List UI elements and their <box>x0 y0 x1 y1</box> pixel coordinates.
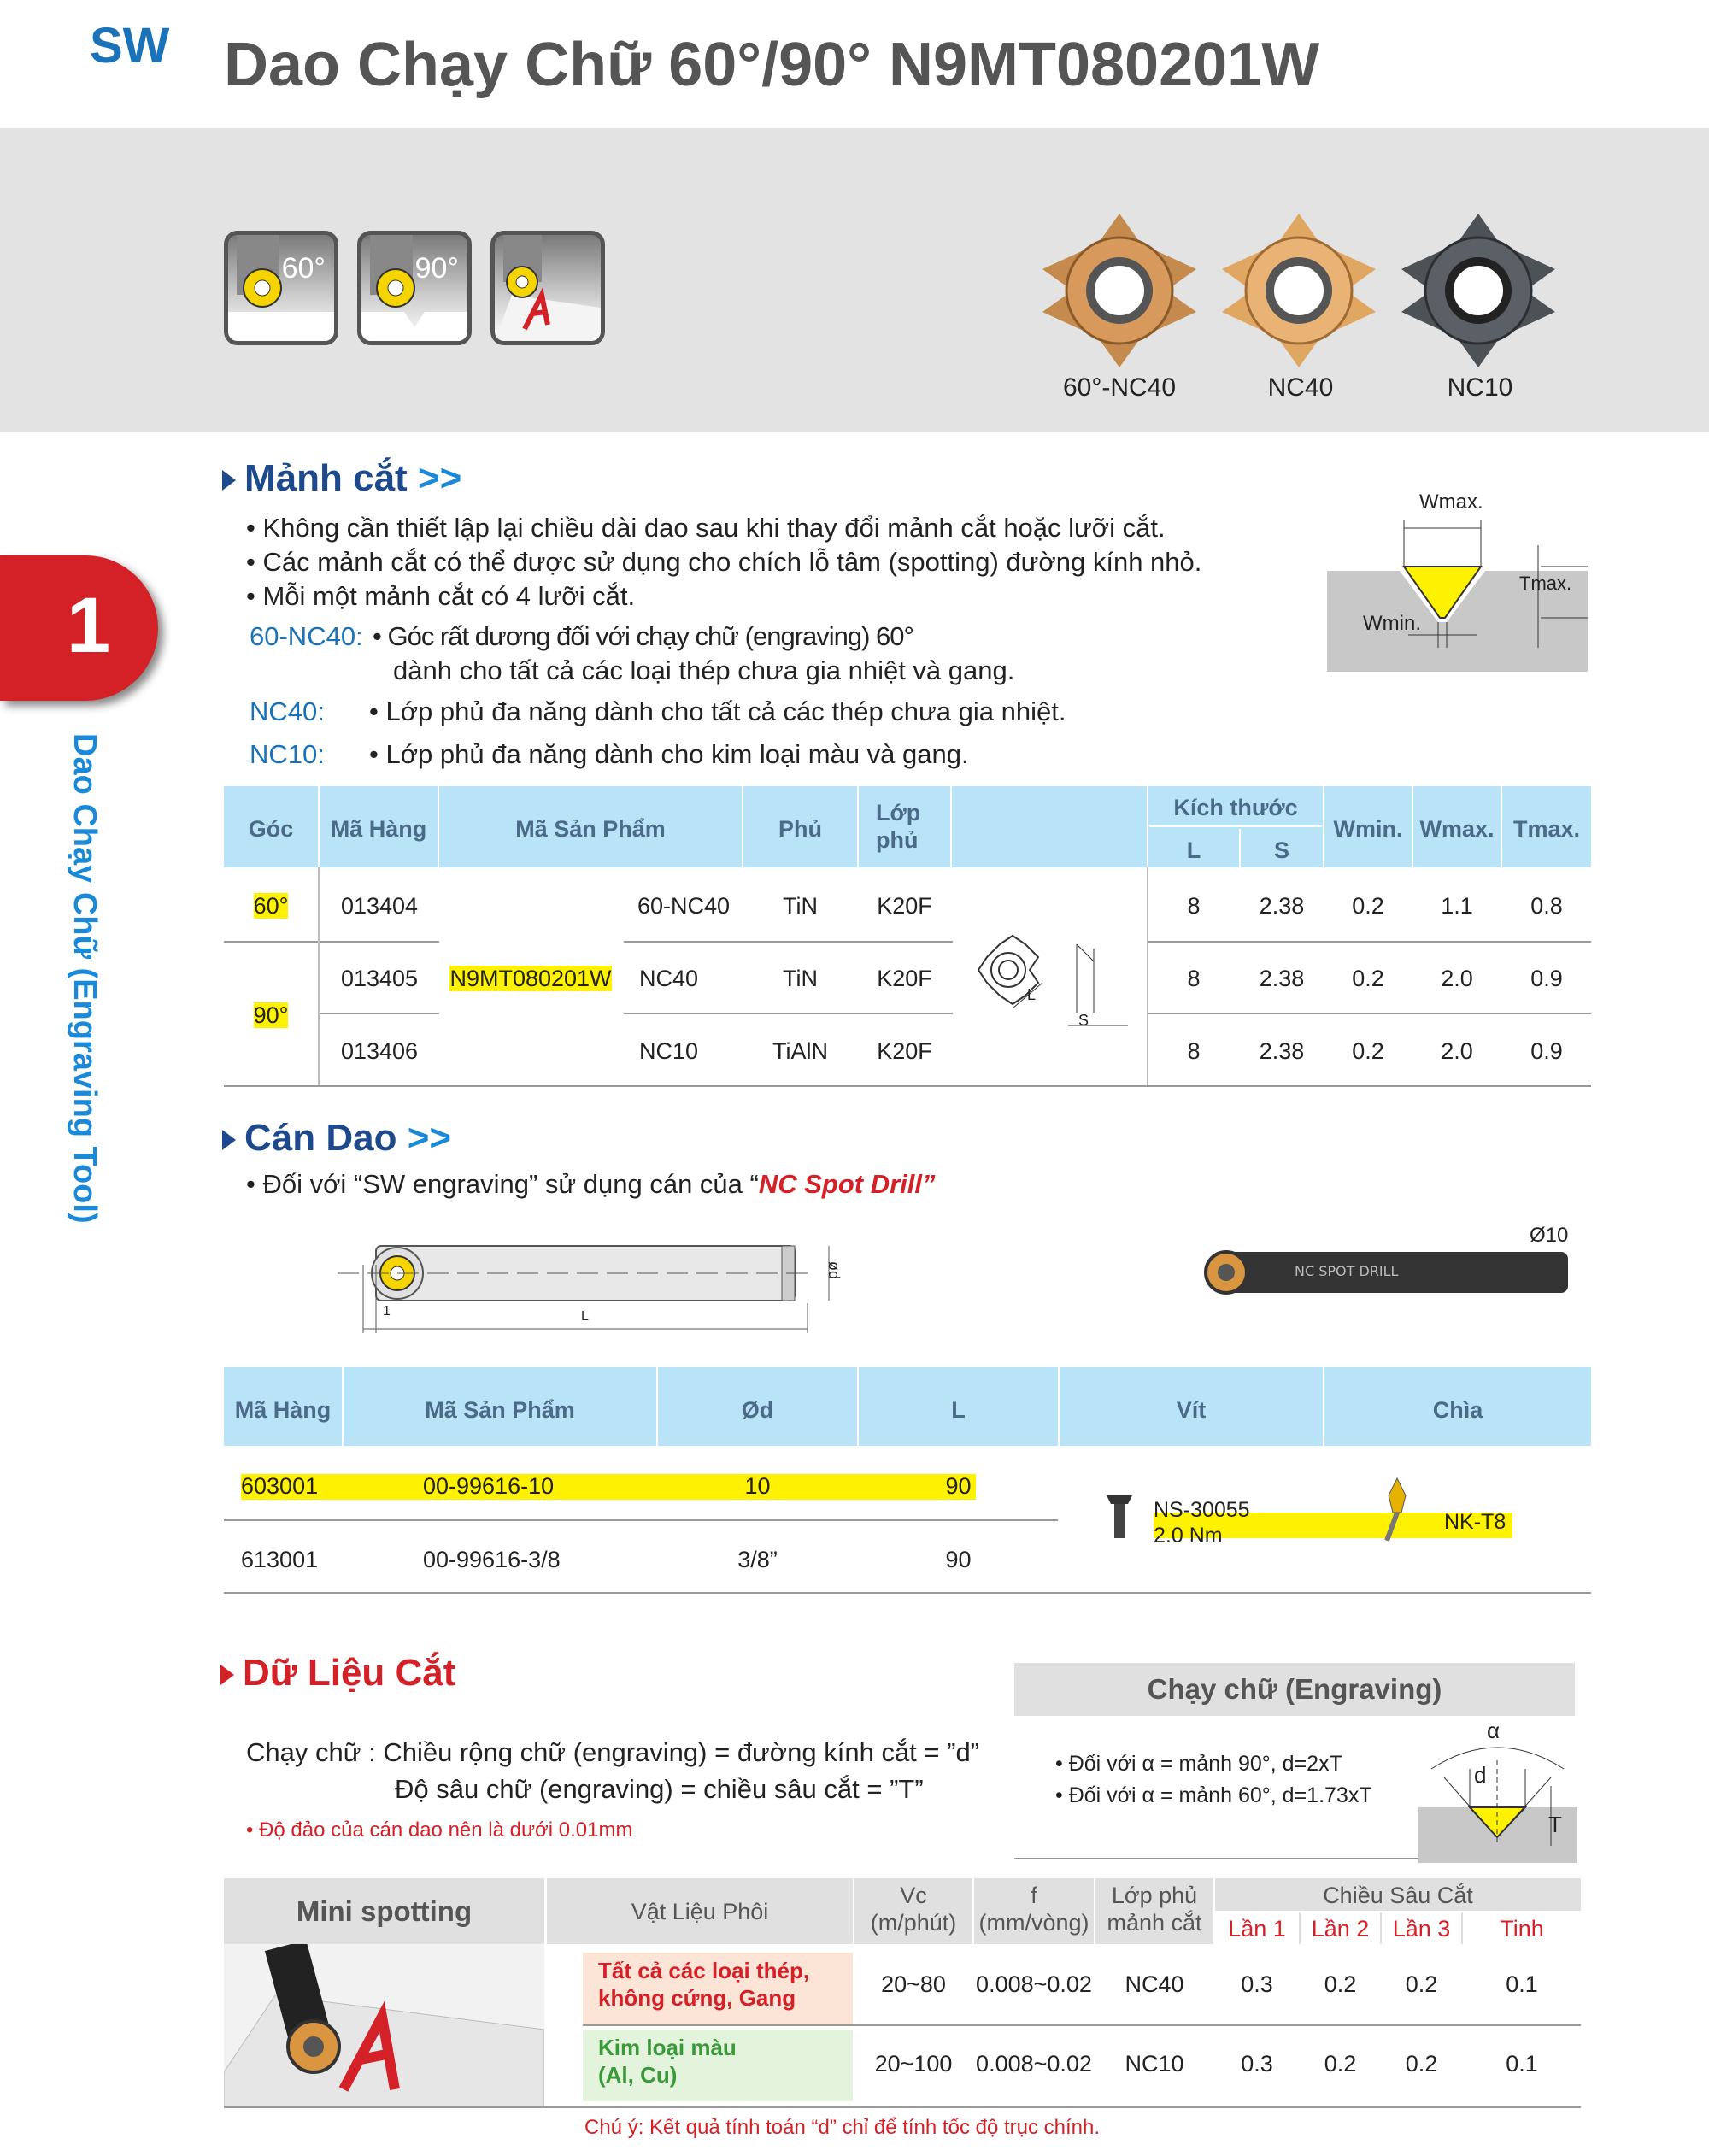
shank-row1-od: 10 <box>744 1473 771 1499</box>
chapter-tab <box>0 555 158 701</box>
th-vat-lieu: Vật Liệu Phôi <box>631 1899 769 1924</box>
th-phu: Phủ <box>778 816 822 842</box>
grade-nc10-desc: • Lớp phủ đa năng dành cho kim loại màu và gang. <box>369 739 969 769</box>
row2-s: 2.38 <box>1259 966 1305 991</box>
shank-drawing <box>329 1231 859 1342</box>
row2-lan1: 0.3 <box>1241 2051 1273 2077</box>
angle-60-label: 60° <box>281 252 326 285</box>
shank-row1-l: 90 <box>945 1473 972 1499</box>
material-row1-line1: Tất cả các loại thép, <box>598 1958 810 1983</box>
engraving-icon <box>490 231 605 345</box>
th-shank-ma-sp: Mã Sản Phẩm <box>425 1397 575 1423</box>
th-lop-phu: Lớp phủ <box>876 800 921 853</box>
row2-f: 0.008~0.02 <box>976 2051 1092 2077</box>
th-s: S <box>1273 837 1289 863</box>
th-goc: Góc <box>248 816 294 842</box>
grade-60nc40-desc: • Góc rất dương đối với chạy chữ (engraving) 60° <box>373 621 913 651</box>
cutting-line2: Độ sâu chữ (engraving) = chiều sâu cắt = ”T” <box>395 1774 924 1804</box>
th-shank-l: L <box>951 1397 966 1423</box>
bullet-2: • Các mảnh cắt có thể được sử dụng cho chích lỗ tâm (spotting) đường kính nhỏ. <box>246 547 1202 577</box>
row2-tmax: 0.9 <box>1530 966 1563 991</box>
mini-spotting-header: Mini spotting <box>224 1878 544 1944</box>
row2-wmax: 2.0 <box>1441 966 1473 991</box>
row3-wmax: 2.0 <box>1441 1038 1473 1064</box>
th-depth: Chiều Sâu Cắt <box>1323 1883 1473 1908</box>
triangle-icon <box>220 1665 234 1685</box>
engraving-t: T <box>1548 1812 1562 1837</box>
can-dao-note-text: • Đối với “SW engraving” sử dụng cán của “ <box>246 1169 759 1199</box>
th-tmax: Tmax. <box>1512 816 1581 842</box>
svg-text:NC SPOT DRILL: NC SPOT DRILL <box>1295 1263 1399 1279</box>
row1-wmin: 0.2 <box>1352 893 1384 919</box>
section-arrow: >> <box>417 457 462 499</box>
row1-wmax: 1.1 <box>1441 893 1473 919</box>
brand-label: SW <box>90 18 170 73</box>
row1-lop: K20F <box>877 893 932 919</box>
triangle-icon <box>222 1130 236 1150</box>
angle-60-icon <box>224 231 338 345</box>
th-vc <box>854 1882 972 1936</box>
th-f-label: f <box>1031 1883 1037 1908</box>
row3-grade: NC10 <box>639 1038 699 1064</box>
wmin-label: Wmin. <box>1363 612 1421 635</box>
material-row2-line2: (Al, Cu) <box>598 2062 678 2088</box>
grade-nc10-code: NC10: <box>250 739 325 769</box>
th-vc-label: Vc <box>900 1883 927 1908</box>
angle-90-icon <box>357 231 472 345</box>
th-kich-thuoc: Kích thước <box>1173 795 1298 820</box>
grade-nc40-desc: • Lớp phủ đa năng dành cho tất cả các thép chưa gia nhiệt. <box>369 696 1066 726</box>
screw-icon <box>1102 1491 1136 1542</box>
shank-row2-l: 90 <box>945 1547 972 1572</box>
row2-wmin: 0.2 <box>1352 966 1384 991</box>
row1-ma-hang: 013404 <box>340 893 419 919</box>
wmax-label: Wmax. <box>1419 491 1483 514</box>
section-manh-cat-title: Mảnh cắt <box>244 457 408 499</box>
th-vc-unit: (m/phút) <box>870 1910 957 1936</box>
row1-tmax: 0.8 <box>1530 893 1563 919</box>
tmax-label: Tmax. <box>1519 573 1572 594</box>
wt-diagram <box>1327 485 1588 672</box>
th-ma-san-pham: Mã Sản Phẩm <box>515 816 666 842</box>
row1-f: 0.008~0.02 <box>976 1971 1092 1997</box>
row3-s: 2.38 <box>1259 1038 1305 1064</box>
row1-s: 2.38 <box>1259 893 1305 919</box>
nc-spot-drill-link: NC Spot Drill” <box>758 1169 936 1199</box>
row3-l: 8 <box>1187 1038 1201 1064</box>
shank-drawing-1: 1 <box>383 1304 391 1319</box>
row1-lan1: 0.3 <box>1241 1971 1273 1997</box>
product-code: N9MT080201W <box>449 966 612 991</box>
section-manh-cat <box>222 457 461 500</box>
insert-caption-60-nc40: 60°-NC40 <box>1062 373 1177 402</box>
th-f <box>974 1882 1094 1936</box>
grade-nc40-code: NC40: <box>250 696 325 726</box>
bullet-1: • Không cần thiết lập lại chiều dài dao sau khi thay đổi mảnh cắt hoặc lưỡi cắt. <box>246 513 1166 543</box>
insert-nc10-image <box>1397 209 1559 372</box>
engraving-rule1: • Đối với α = mảnh 90°, d=2xT <box>1055 1752 1342 1776</box>
th-lan3: Lần 3 <box>1392 1916 1451 1942</box>
insert-nc40-image <box>1218 209 1380 372</box>
section-cutting-title: Dữ Liệu Cắt <box>243 1652 456 1694</box>
th-l: L <box>1186 837 1201 863</box>
material-row1 <box>598 1957 809 2012</box>
page-title: Dao Chạy Chữ 60°/90° N9MT080201W <box>224 31 1320 99</box>
cutting-line1: Chạy chữ : Chiều rộng chữ (engraving) = đường kính cắt = ”d” <box>246 1737 980 1767</box>
chapter-number: 1 <box>67 582 111 669</box>
row1-grade: 60-NC40 <box>637 893 731 919</box>
material-row2-line1: Kim loại màu <box>598 2035 737 2060</box>
shank-drawing-l: L <box>581 1309 589 1324</box>
row2-lan2: 0.2 <box>1324 2051 1357 2077</box>
shank-photo <box>1192 1243 1577 1303</box>
row1-l: 8 <box>1187 893 1201 919</box>
shank-row1-ma-sp: 00-99616-10 <box>423 1473 555 1499</box>
row3-phu: TiAlN <box>772 1038 828 1064</box>
row2-ma-hang: 013405 <box>340 966 419 991</box>
row3-wmin: 0.2 <box>1352 1038 1384 1064</box>
th-lop2: mảnh cắt <box>1107 1910 1202 1936</box>
engraving-alpha: α <box>1487 1718 1501 1743</box>
row1-vc: 20~80 <box>881 1971 946 1997</box>
th-lan2: Lần 2 <box>1311 1916 1370 1942</box>
footnote: Chú ý: Kết quả tính toán “d” chỉ để tính tốc độ trục chính. <box>584 2116 1101 2139</box>
section-can-dao-title: Cán Dao <box>244 1117 397 1159</box>
th-wmin: Wmin. <box>1333 816 1403 842</box>
row3-ma-hang: 013406 <box>340 1038 419 1064</box>
th-lop1: Lớp phủ <box>1111 1883 1198 1908</box>
row2-l: 8 <box>1187 966 1201 991</box>
row1-lan2: 0.2 <box>1324 1971 1357 1997</box>
th-tinh: Tinh <box>1500 1916 1544 1942</box>
section-can-dao <box>222 1117 451 1160</box>
engraving-rule2: • Đối với α = mảnh 60°, d=1.73xT <box>1055 1783 1372 1807</box>
row2-phu: TiN <box>783 966 818 991</box>
dia-label: Ø10 <box>1530 1224 1569 1247</box>
key-icon <box>1376 1474 1418 1547</box>
th-shank-od: Ød <box>741 1397 774 1423</box>
material-row1-line2: không cứng, Gang <box>598 1985 796 2011</box>
th-shank-ma-hang: Mã Hàng <box>234 1397 332 1423</box>
row1-grade-cut: NC40 <box>1125 1971 1184 1997</box>
row2-grade-cut: NC10 <box>1125 2051 1184 2077</box>
insert-drawing-s: S <box>1078 1012 1089 1029</box>
grade-60nc40-code: 60-NC40: <box>250 621 363 651</box>
shank-drawing-od: ød <box>825 1260 843 1280</box>
shank-row2-ma-hang: 613001 <box>241 1547 319 1572</box>
th-shank-chia: Chìa <box>1432 1397 1483 1423</box>
vit-torque: 2.0 Nm <box>1154 1524 1223 1548</box>
th-wmax: Wmax. <box>1419 816 1495 842</box>
mini-spotting-image <box>224 1944 544 2106</box>
insert-dimension-drawing <box>966 931 1136 1043</box>
vit-spec <box>1154 1497 1250 1548</box>
section-cutting-data <box>220 1652 455 1695</box>
row2-vc: 20~100 <box>874 2051 953 2077</box>
row1-lan3: 0.2 <box>1405 1971 1438 1997</box>
engraving-diagram <box>1418 1718 1577 1863</box>
section-arrow: >> <box>407 1117 452 1159</box>
row2-tinh: 0.1 <box>1506 2051 1538 2077</box>
row1-phu: TiN <box>783 893 818 919</box>
angle-90-cell: 90° <box>253 1002 289 1028</box>
insert-caption-nc10: NC10 <box>1447 373 1513 402</box>
can-dao-note <box>246 1169 936 1200</box>
row3-lop: K20F <box>877 1038 932 1064</box>
angle-90-label: 90° <box>414 252 459 285</box>
row2-lop: K20F <box>877 966 932 991</box>
insert-60-nc40-image <box>1038 209 1201 372</box>
th-lan1: Lần 1 <box>1228 1916 1286 1942</box>
cutting-note: • Độ đảo của cán dao nên là dưới 0.01mm <box>246 1818 633 1842</box>
shank-row2-ma-sp: 00-99616-3/8 <box>423 1547 561 1572</box>
row2-grade: NC40 <box>639 966 699 991</box>
row3-tmax: 0.9 <box>1530 1038 1563 1064</box>
engraving-box-title: Chạy chữ (Engraving) <box>1014 1663 1575 1716</box>
angle-60-cell: 60° <box>253 893 289 919</box>
triangle-icon <box>222 470 236 491</box>
vit-code: NS-30055 <box>1154 1498 1250 1522</box>
bullet-3: • Mỗi một mảnh cắt có 4 lưỡi cắt. <box>246 581 636 611</box>
row2-lan3: 0.2 <box>1405 2051 1438 2077</box>
th-f-unit: (mm/vòng) <box>978 1910 1089 1936</box>
th-ma-hang: Mã Hàng <box>330 816 427 842</box>
key-code: NK-T8 <box>1444 1510 1506 1534</box>
shank-row1-ma-hang: 603001 <box>241 1473 319 1499</box>
insert-drawing-l: L <box>1027 986 1037 1003</box>
th-shank-vit: Vít <box>1176 1397 1207 1423</box>
row1-tinh: 0.1 <box>1506 1971 1538 1997</box>
grade-60nc40-desc2: dành cho tất cả các loại thép chưa gia nhiệt và gang. <box>393 655 1015 685</box>
th-lop-phu-manh <box>1095 1882 1213 1936</box>
shank-row2-od: 3/8” <box>737 1547 778 1572</box>
material-row2 <box>598 2034 737 2088</box>
vertical-title: Dao Chạy Chữ (Engraving Tool) <box>67 733 103 1224</box>
engraving-d: d <box>1474 1762 1487 1788</box>
insert-caption-nc40: NC40 <box>1267 373 1334 402</box>
